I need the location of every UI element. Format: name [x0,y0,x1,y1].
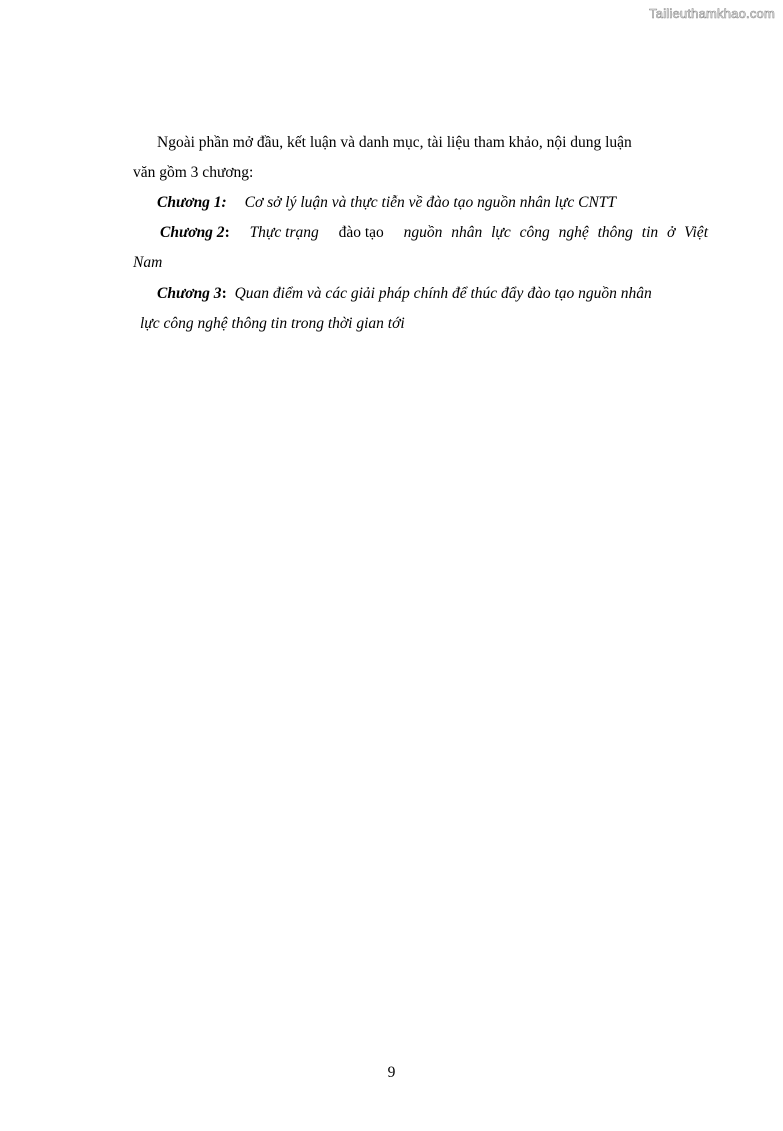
chapter-3-line-2: lực công nghệ thông tin trong thời gian tới [140,315,405,332]
intro-line-2: văn gồm 3 chương: [133,164,254,181]
chapter-2-title-part-2: đào tạo [338,224,384,241]
chapter-2-title-part-1: Thực trạng [249,224,319,241]
chapter-1-label: Chương 1: [157,194,227,211]
chapter-3-colon: : [221,285,227,302]
chapter-3-label: Chương 3 [157,285,222,302]
chapter-1 [157,193,616,213]
chapter-2-line-1 [160,223,708,243]
chapter-2-label: Chương 2 [160,224,225,241]
chapter-1-title: Cơ sở lý luận và thực tiễn về đào tạo nguồn nhân lực CNTT [244,194,617,211]
chapter-2-colon: : [224,224,230,241]
chapter-2-title-part-3: nguồn nhân lực công nghệ thông tin ở Việt [403,224,708,241]
chapter-3-title: Quan điểm và các giải pháp chính để thúc đẩy đào tạo nguồn nhân [234,285,652,302]
page-number: 9 [387,1064,396,1081]
watermark: Tailieuthamkhao.com [649,6,775,21]
chapter-2-line-2: Nam [133,254,163,271]
intro-line-1: Ngoài phần mở đầu, kết luận và danh mục, tài liệu tham khảo, nội dung luận [157,134,632,151]
chapter-3-line-1 [157,284,652,304]
